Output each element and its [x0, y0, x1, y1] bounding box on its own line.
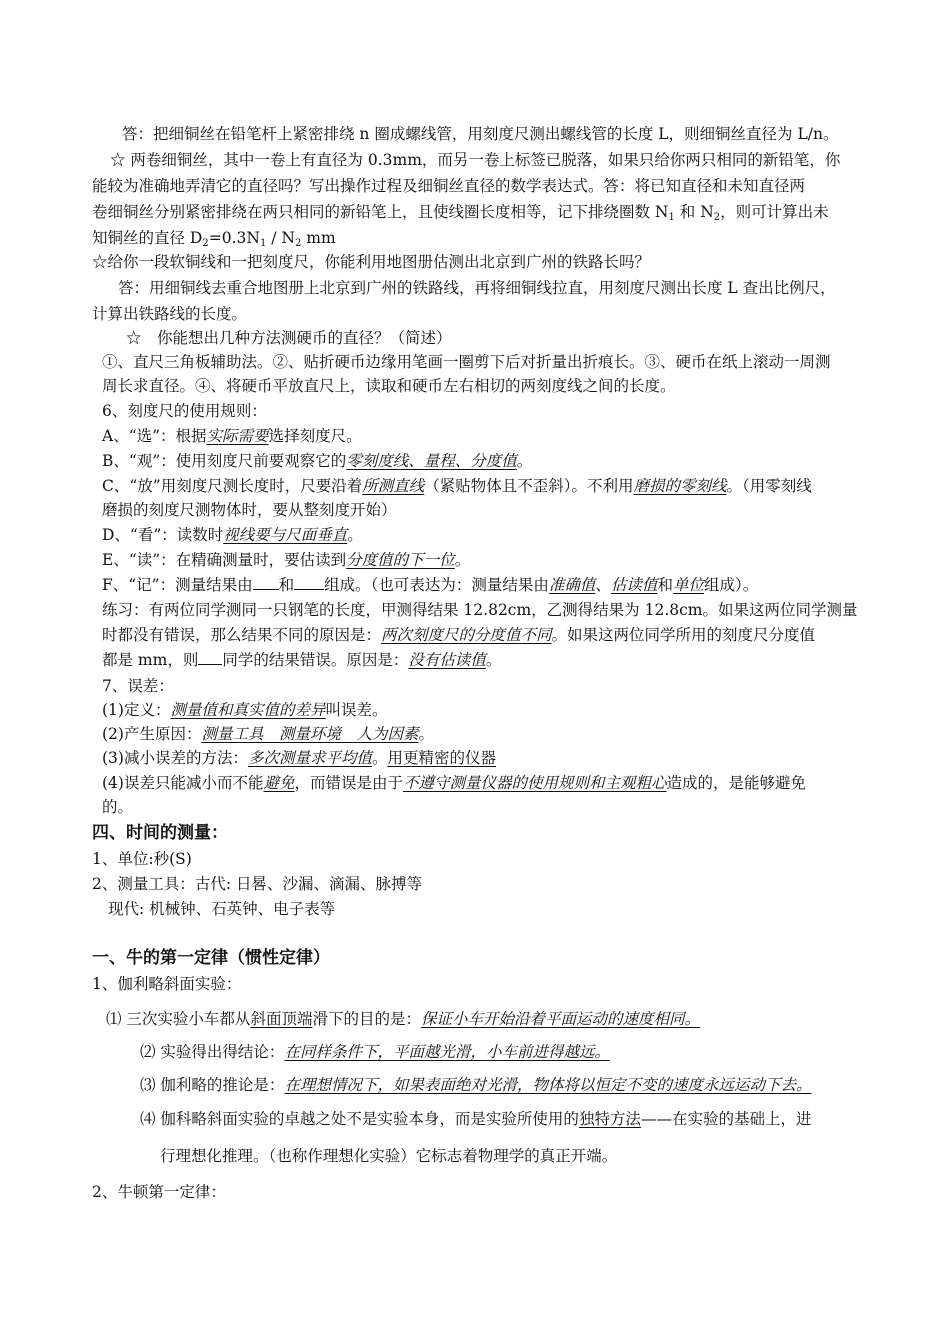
underlined-answer: 独特方法 [578, 1110, 641, 1128]
text: 和 [657, 576, 673, 594]
section-heading [92, 823, 228, 843]
text: D、“看”：读数时 [102, 526, 224, 544]
question-line [92, 252, 650, 272]
fill-blank [294, 575, 324, 590]
exercise-line [102, 650, 501, 670]
experiment-item [140, 1075, 811, 1095]
text: 叫误差。 [325, 701, 388, 719]
text: A、“选”：根据 [102, 427, 207, 445]
text: 知铜丝的直径 D [92, 229, 203, 247]
underlined-answer: 所测直线 [362, 477, 425, 495]
subscript: 2 [202, 238, 209, 249]
rule-e [102, 550, 470, 570]
text: 。 [371, 749, 388, 767]
text: 。 [516, 452, 533, 470]
text: 时都没有错误，那么结果不同的原因是： [102, 626, 382, 644]
text: 组成）。 [703, 576, 759, 594]
text: ☆ 你能想出几种方法测硬币的直径？（简述） [126, 329, 452, 347]
text: 7、误差： [102, 677, 174, 695]
text: 都是 mm，则 [102, 651, 199, 669]
error-vs-mistake [102, 773, 806, 793]
underlined-answer: 在理想情况下，如果表面绝对光滑，物体将以恒定不变的速度永远运动下去。 [284, 1076, 812, 1094]
text: 1、伽利略斜面实验： [92, 975, 242, 993]
text: 和 N [674, 203, 714, 221]
text-line [92, 874, 422, 894]
text: 。（用零刻线 [726, 477, 812, 495]
experiment-item [106, 1009, 700, 1029]
text: (1)定义： [102, 701, 171, 719]
text: C、“放”用刻度尺测长度时，尺要沿着 [102, 477, 363, 495]
text: 2、牛顿第一定律： [92, 1183, 226, 1201]
text: 周长求直径。④、将硬币平放直尺上，读取和硬币左右相切的两刻度线之间的长度。 [102, 377, 676, 395]
underlined-answer: 零刻度线、量程、分度值 [346, 452, 517, 470]
fill-blank [198, 650, 222, 665]
underlined-answer: 估读值 [610, 576, 658, 594]
subscript: 1 [259, 238, 267, 249]
text: ①、直尺三角板辅助法。②、贴折硬币边缘用笔画一圈剪下后对折量出折痕长。③、硬币在纸上滚动一周测 [102, 353, 831, 371]
text: 造成的，是能够避免 [666, 774, 807, 792]
text: （紧贴物体且不歪斜）。不利用 [424, 477, 634, 495]
text: F、“记”：测量结果由 [102, 576, 253, 594]
text: 计算出铁路线的长度。 [92, 305, 248, 323]
text: 答：用细铜线去重合地图册上北京到广州的铁路线，再将细铜线拉直，用刻度尺测出长度 L 查出比例尺， [118, 279, 836, 297]
text-line [92, 176, 805, 196]
text: ⑵ 实验得出得结论： [140, 1043, 285, 1061]
underlined-answer: 视线要与尺面垂直 [223, 526, 348, 544]
fill-blank [253, 575, 279, 590]
text-line [108, 899, 335, 919]
text: 的。 [102, 798, 134, 816]
text: 练习：有两位同学测同一只钢笔的长度，甲测得结果 12.82cm，乙测得结果为 12.8cm。如果这两位同学测量 [102, 601, 858, 619]
text: mm [301, 229, 336, 247]
text: 磨损的刻度尺测物体时，要从整刻度开始） [102, 501, 397, 519]
text: 。 [454, 551, 471, 569]
underlined-answer: 避免 [263, 774, 295, 792]
text: 一、牛的第一定律（惯性定律） [92, 948, 330, 968]
answer-line [118, 278, 836, 298]
rule-f [102, 575, 758, 595]
text: ，而错误是由于 [294, 774, 403, 792]
text-line [92, 202, 829, 228]
text: 选择刻度尺。 [268, 427, 362, 445]
text-line [102, 376, 676, 396]
text: B、“观”：使用刻度尺前要观察它的 [102, 452, 347, 470]
text: 1、单位:秒(S) [92, 850, 192, 868]
text: 卷细铜丝分别紧密排绕在两只相同的新铅笔上，且使线圈长度相等，记下排绕圈数 N [92, 203, 669, 221]
rule-b [102, 451, 532, 471]
text-line [92, 304, 247, 324]
error-reduce [102, 748, 496, 768]
underlined-answer: 用更精密的仪器 [387, 749, 497, 767]
underlined-answer: 实际需要 [206, 427, 269, 445]
text: 组成。（也可表达为：测量结果由 [324, 576, 549, 594]
rule-c-cont [102, 500, 397, 520]
formula-line [92, 228, 336, 254]
text: 同学的结果错误。原因是： [222, 651, 409, 669]
text: =0.3N [208, 229, 260, 247]
text-line [92, 849, 192, 869]
text: ——在实验的基础上，进 [640, 1110, 812, 1128]
underlined-answer: 分度值的下一位 [346, 551, 455, 569]
rule-c [102, 476, 812, 496]
experiment-item [140, 1042, 610, 1062]
text-line [102, 352, 831, 372]
text: (2)产生原因： [102, 725, 202, 743]
text: 2、测量工具：古代: 日晷、沙漏、滴漏、脉搏等 [92, 875, 423, 893]
text: 现代: 机械钟、石英钟、电子表等 [108, 900, 336, 918]
underlined-answer: 准确值 [548, 576, 596, 594]
text: 。 [347, 526, 363, 544]
section-title [102, 401, 267, 421]
text: 行理想化推理。（也称作理想化实验）它标志着物理学的真正开端。 [160, 1147, 618, 1165]
text: ，则可计算出未 [720, 203, 829, 221]
subscript: 1 [668, 212, 675, 223]
text: ⑶ 伽利略的推论是： [140, 1076, 285, 1094]
rule-d [102, 525, 363, 545]
question-line [110, 150, 840, 170]
underlined-answer: 单位 [672, 576, 704, 594]
text: 。 [418, 725, 434, 743]
text: E、“读”：在精确测量时，要估读到 [102, 551, 347, 569]
experiment-item [140, 1109, 811, 1129]
subscript: 2 [713, 212, 721, 223]
text: 四、时间的测量： [92, 823, 228, 843]
text-line [92, 974, 241, 994]
text: 答：把细铜丝在铅笔杆上紧密排绕 n 圈成螺线管，用刻度尺测出螺线管的长度 L，则细铜丝直径为 L/n。 [122, 125, 839, 143]
text: (3)减小误差的方法： [102, 749, 248, 767]
text: 6、刻度尺的使用规则： [102, 402, 267, 420]
underlined-answer: 测量工具 测量环境 人为因素 [201, 725, 419, 743]
text: ⑴ 三次实验小车都从 [106, 1010, 251, 1028]
exercise-line [102, 600, 858, 620]
underlined-answer: 两次刻度尺的分度值不同 [381, 626, 552, 644]
text: 和 [278, 576, 295, 594]
text: ☆ 两卷细铜丝，其中一卷上有直径为 0.3mm，而另一卷上标签已脱落，如果只给你两只相同的新铅笔，你 [110, 151, 841, 169]
answer-line [122, 124, 839, 144]
section-heading [92, 948, 330, 968]
underlined-answer: 不遵守测量仪器的使用规则和主观粗心 [403, 774, 667, 792]
question-line [126, 328, 452, 348]
text: 能较为准确地弄清它的直径吗？写出操作过程及细铜丝直径的数学表达式。答：将已知直径和未知直径两 [92, 177, 806, 195]
text: 、 [595, 576, 611, 594]
text: ⑷ 伽科略斜面实验的卓越之处不是实验本身，而是实验所使用的 [140, 1110, 579, 1128]
text-line [102, 797, 133, 817]
text: ☆给你一段软铜线和一把刻度尺，你能利用地图册估测出北京到广州的铁路长吗？ [92, 253, 651, 271]
text-line [92, 1182, 226, 1202]
underlined-answer: 斜面顶端 [250, 1010, 313, 1028]
underlined-answer: 在同样条件下，平面越光滑，小车前进得越远。 [284, 1043, 610, 1061]
text: 滑下的目的是： [312, 1010, 421, 1028]
text: 。 [485, 651, 502, 669]
underlined-answer: 没有估读值 [408, 651, 486, 669]
underlined-answer: 磨损的零刻线 [633, 477, 727, 495]
text-line [160, 1146, 617, 1166]
underlined-answer: 多次测量求平均值 [247, 749, 372, 767]
text: / N [266, 229, 295, 247]
underlined-answer: 测量值和真实值的差异 [170, 701, 326, 719]
text: 。如果这两位同学所用的刻度尺分度值 [551, 626, 816, 644]
text: (4)误差只能减小而不能 [102, 774, 264, 792]
exercise-line [102, 625, 815, 645]
error-causes [102, 724, 434, 744]
rule-a [102, 426, 362, 446]
underlined-answer: 保证小车开始沿着平面运动的速度相同。 [420, 1010, 700, 1028]
section-title [102, 676, 174, 696]
error-definition [102, 700, 388, 720]
subscript: 2 [294, 238, 302, 249]
